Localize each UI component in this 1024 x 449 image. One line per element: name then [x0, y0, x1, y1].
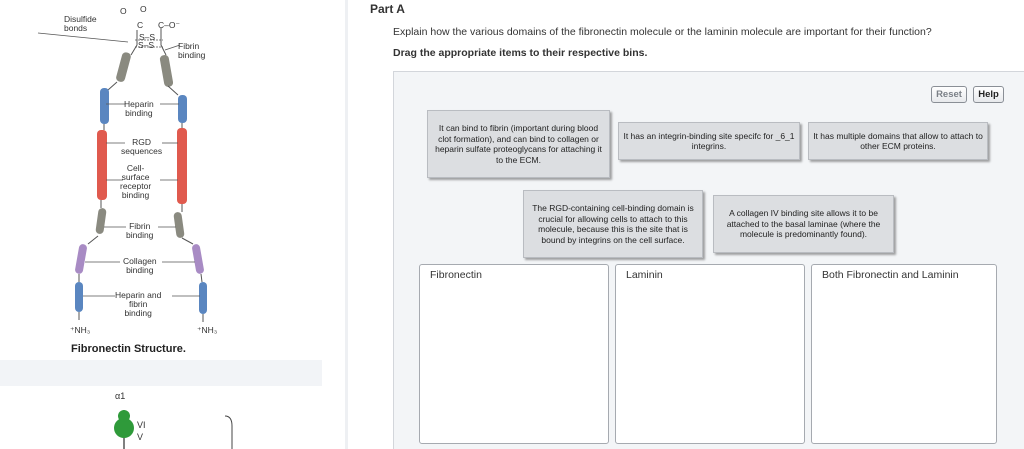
help-button[interactable]: Help: [973, 86, 1004, 103]
draggable-card[interactable]: [618, 122, 800, 160]
v-label: V: [137, 432, 144, 442]
figure-caption: Fibronectin Structure.: [71, 343, 186, 355]
oxygen-label: O: [140, 4, 147, 14]
fibrin-binding-label: Fibrin binding: [178, 41, 206, 60]
panel-divider: [345, 0, 348, 449]
bin-label: Laminin: [626, 269, 663, 281]
vi-label: VI: [137, 420, 146, 430]
bin-fibronectin[interactable]: [419, 264, 609, 444]
heparin-binding-label: Heparin binding: [124, 99, 154, 118]
nh3-right-label: ⁺NH₃: [197, 325, 218, 335]
figure-separator: [0, 360, 322, 386]
fibrin-binding-mid-label: Fibrin binding: [126, 221, 154, 240]
figure-panel: [0, 0, 348, 449]
oxygen-label: O: [120, 6, 127, 16]
instruction-text: Drag the appropriate items to their respective bins.: [393, 47, 648, 59]
ss-bond-label: S–S: [139, 32, 156, 42]
bin-label: Fibronectin: [430, 269, 482, 281]
rgd-sequences-label: RGD sequences: [121, 137, 163, 156]
right-arm: [159, 54, 207, 322]
reset-button[interactable]: Reset: [931, 86, 967, 103]
laminin-figure: [0, 386, 322, 449]
part-title: Part A: [370, 2, 405, 16]
card-text: It can bind to fibrin (important during blood clot formation), and can bind to collagen or heparin sulfate proteoglycans for attaching it to the ECM.: [435, 123, 602, 165]
disulfide-bonds-label: Disulfide bonds: [64, 14, 97, 33]
carbon-label: C: [137, 20, 144, 30]
carboxyl-label: C–O⁻: [158, 20, 180, 30]
alpha1-label: α1: [115, 391, 126, 401]
laminin-diagram: [100, 386, 260, 449]
cell-surface-receptor-label: Cell- surface receptor binding: [120, 163, 152, 200]
nh3-left-label: ⁺NH₃: [70, 325, 91, 335]
draggable-card[interactable]: [808, 122, 988, 160]
card-text: It has an integrin-binding site specifc for _6_1 integrins.: [623, 130, 795, 151]
bin-laminin[interactable]: [615, 264, 805, 444]
card-text: A collagen IV binding site allows it to be attached to the basal laminae (where the molecule is predominantly found).: [726, 208, 881, 240]
draggable-card[interactable]: [523, 190, 703, 258]
heparin-fibrin-binding-label: Heparin and fibrin binding: [115, 290, 162, 318]
collagen-binding-label: Collagen binding: [123, 256, 157, 275]
bin-both[interactable]: [811, 264, 997, 444]
draggable-card[interactable]: [713, 195, 894, 253]
bin-label: Both Fibronectin and Laminin: [822, 269, 959, 281]
question-text: Explain how the various domains of the fibronectin molecule or the laminin molecule are important for their function?: [393, 26, 932, 38]
fibronectin-figure: [0, 0, 322, 360]
card-text: It has multiple domains that allow to attach to other ECM proteins.: [813, 130, 983, 151]
card-text: The RGD-containing cell-binding domain is crucial for allowing cells to attach to this molecule, because this is the site that is bound by integrins on the cell surface.: [532, 203, 694, 245]
ss-bond-label: S–S: [138, 40, 155, 50]
draggable-card[interactable]: [427, 110, 610, 178]
